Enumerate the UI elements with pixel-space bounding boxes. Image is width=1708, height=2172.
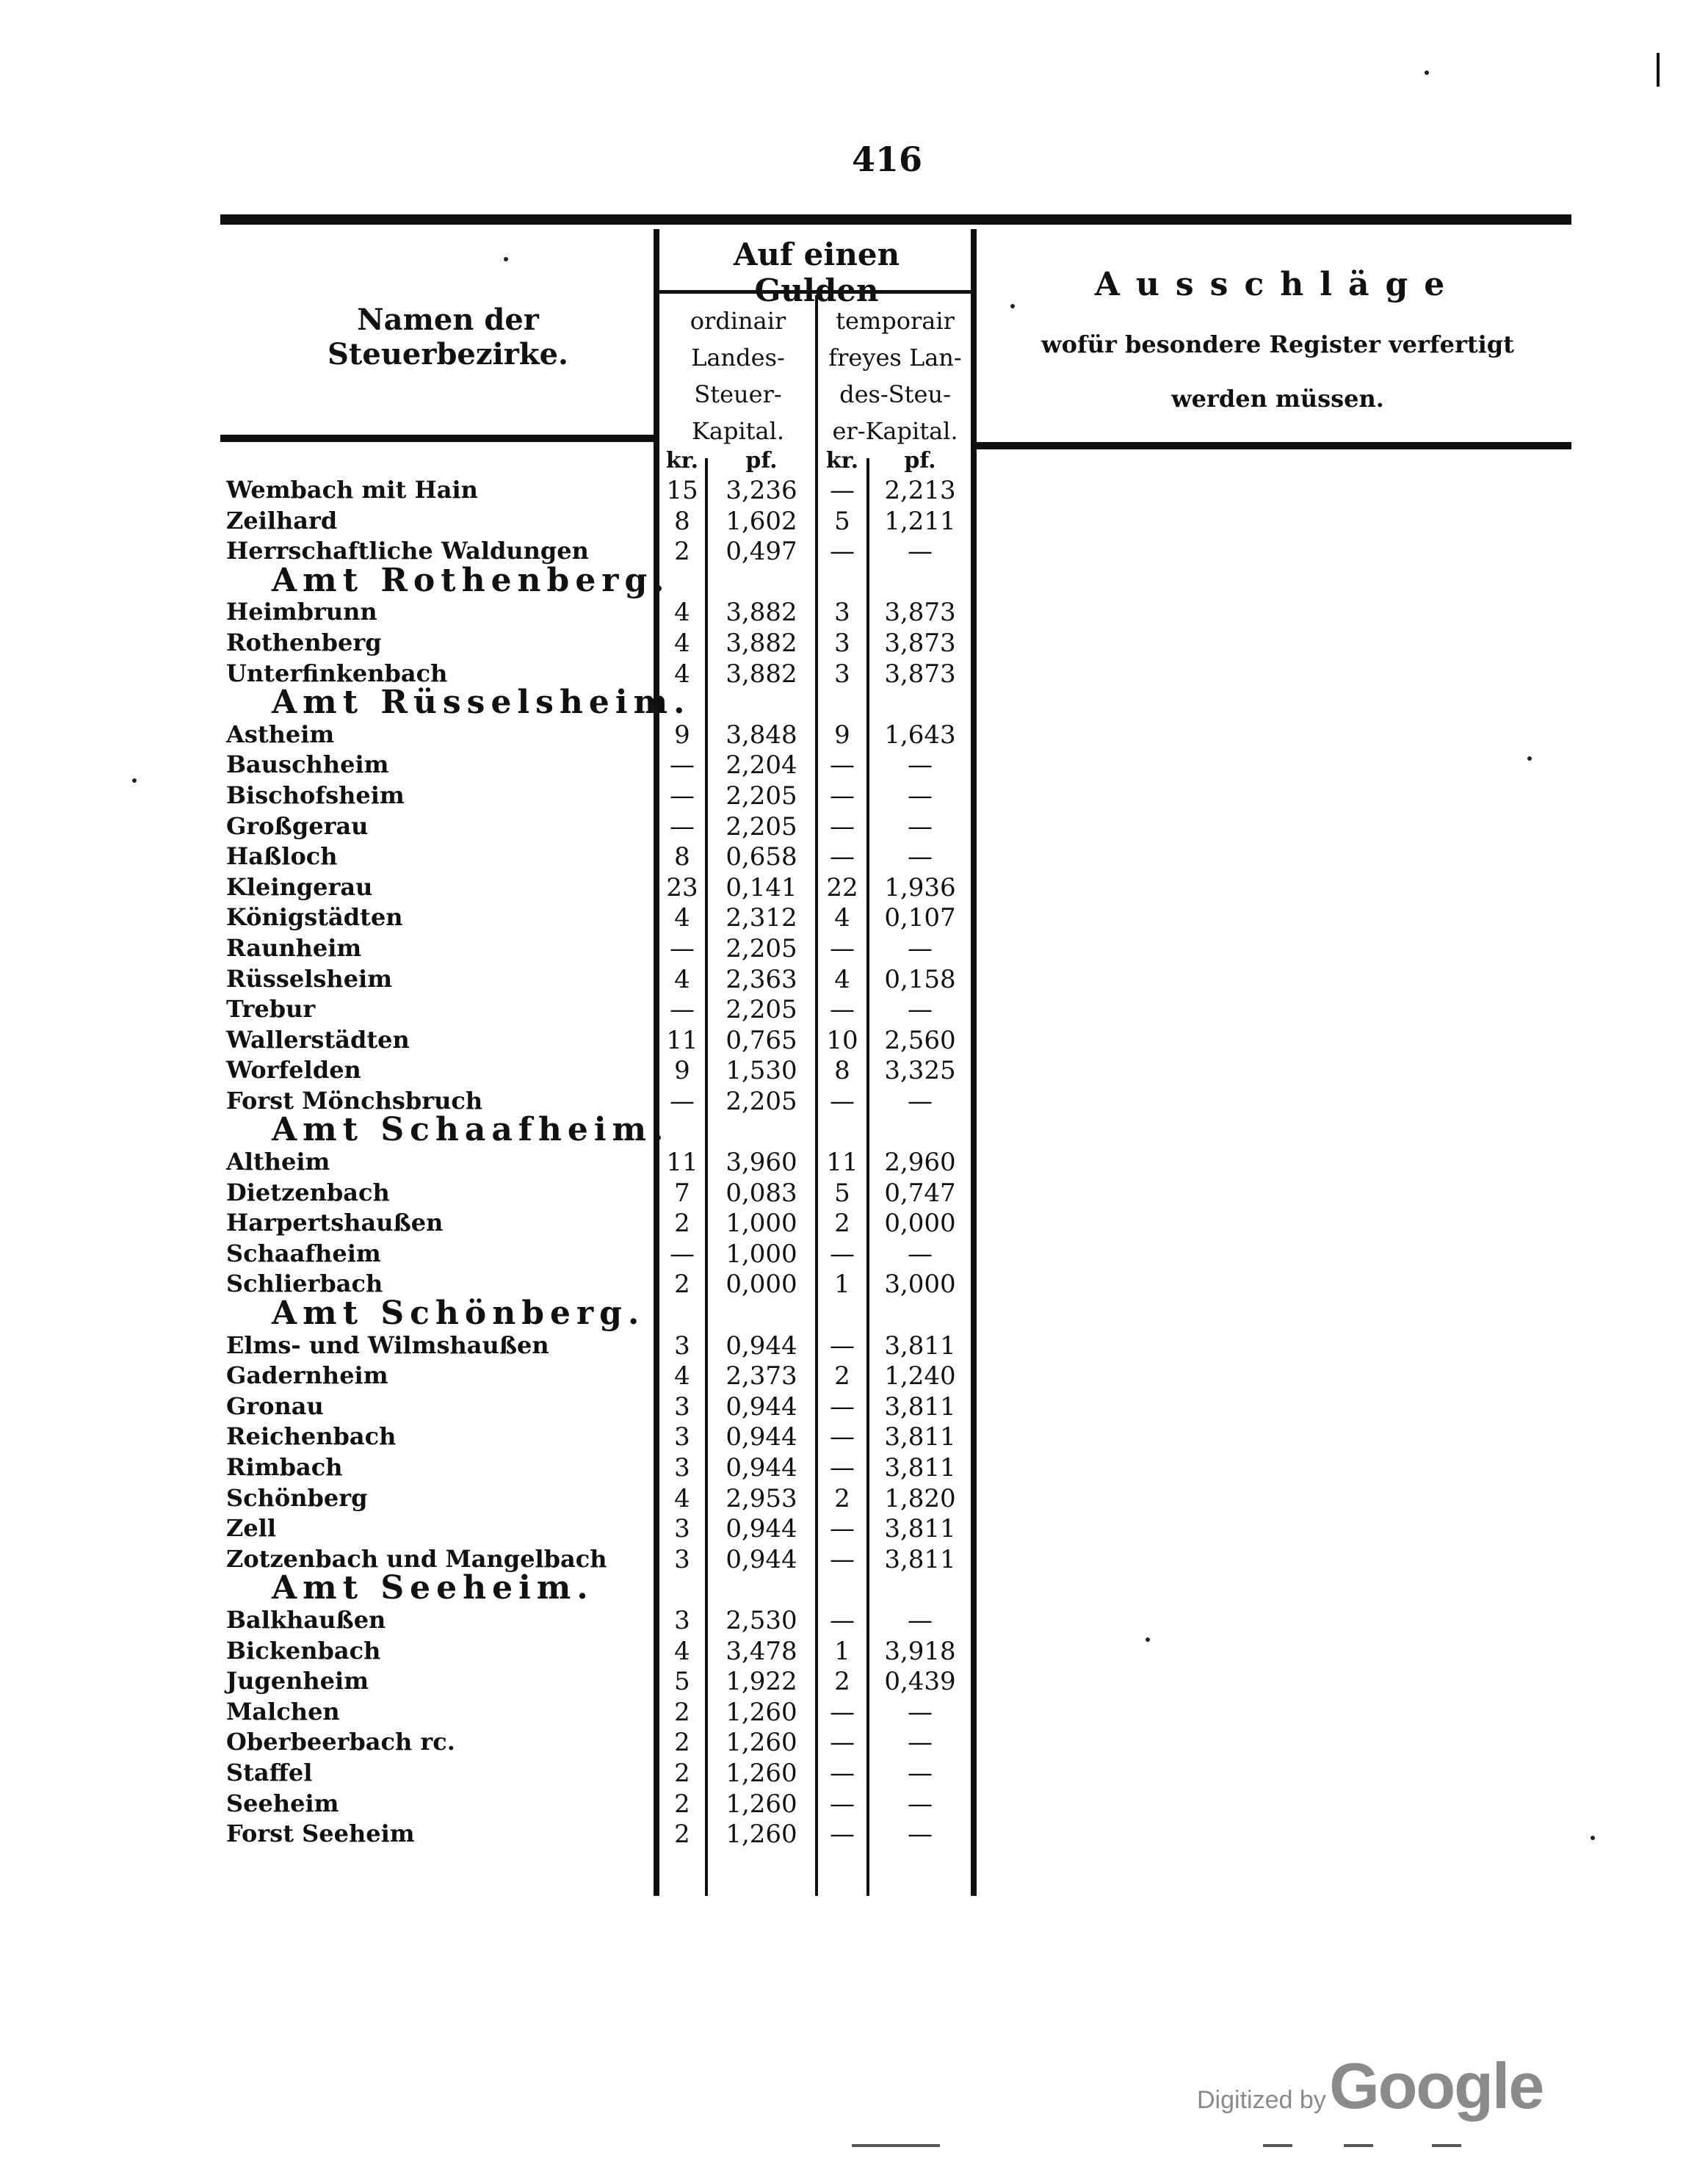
table-row: [220, 1483, 977, 1513]
table-row: [220, 1360, 977, 1391]
ordinary-kreuzer-cell: 2: [674, 1697, 690, 1727]
temporary-kreuzer-cell: —: [830, 811, 855, 841]
temporary-kreuzer-cell: 8: [834, 1056, 850, 1086]
ordinary-kreuzer-cell: 2: [674, 1758, 690, 1788]
temporary-kreuzer-cell: —: [830, 781, 855, 811]
gulden-group-header: Auf einen Gulden: [733, 236, 900, 308]
temporary-kreuzer-cell: 3: [834, 598, 850, 628]
temporary-pfennig-cell: —: [908, 1605, 933, 1635]
temporary-kreuzer-cell: —: [830, 995, 855, 1025]
district-group-heading: [220, 1111, 977, 1149]
table-row: [220, 1635, 977, 1666]
header-line: wofür besondere Register verfertigt: [1041, 330, 1514, 358]
district-name: Staffel: [226, 1758, 313, 1787]
ordinary-kreuzer-cell: 5: [674, 1667, 690, 1697]
table-row: [220, 1391, 977, 1422]
ordinary-pfennig-cell: 3,882: [725, 598, 797, 628]
table-row: [220, 1024, 977, 1055]
ordinary-kreuzer-cell: 3: [674, 1514, 690, 1544]
header-line: des-Steu-: [839, 380, 951, 408]
names-column-header: Namen der Steuerbezirke.: [328, 303, 568, 372]
top-rule: [220, 214, 1571, 225]
speck: [132, 778, 137, 783]
ordinary-kreuzer-cell: 4: [674, 903, 690, 933]
header-line: freyes Lan-: [828, 344, 962, 372]
ordinary-pfennig-cell: 1,260: [725, 1820, 797, 1850]
ordinary-pfennig-cell: 2,204: [725, 750, 797, 781]
ordinary-pfennig-cell: 3,882: [725, 659, 797, 689]
table-row: [220, 596, 977, 627]
temporary-pfennig-cell: —: [908, 995, 933, 1025]
district-name: Oberbeerbach rc.: [226, 1728, 455, 1756]
district-name: Harpertshaußen: [226, 1209, 444, 1237]
table-row: [220, 627, 977, 658]
ordinary-pfennig-cell: 3,478: [725, 1636, 797, 1666]
ordinary-pfennig-cell: 0,658: [725, 842, 797, 872]
district-name: Trebur: [226, 995, 316, 1024]
district-name: Astheim: [226, 720, 335, 748]
table-row: [220, 1177, 977, 1208]
table-row: [220, 1452, 977, 1483]
ordinary-kreuzer-cell: 4: [674, 1636, 690, 1666]
ordinary-kreuzer-cell: 15: [666, 476, 698, 505]
ordinary-pfennig-cell: 2,205: [725, 933, 797, 963]
ordinary-kreuzer-cell: 8: [674, 506, 690, 536]
ordinary-pfennig-cell: 2,205: [725, 811, 797, 841]
temporary-kreuzer-cell: —: [830, 1728, 855, 1758]
temporary-pfennig-cell: —: [908, 1086, 933, 1116]
temporary-kreuzer-cell: 2: [834, 1483, 850, 1513]
temporary-pfennig-cell: 3,811: [884, 1514, 956, 1544]
ordinary-kreuzer-cell: 4: [674, 1361, 690, 1391]
ordinary-kreuzer-cell: 2: [674, 1789, 690, 1819]
temporary-kreuzer-cell: 10: [826, 1025, 858, 1055]
district-group-heading: [220, 1295, 977, 1333]
district-name: Heimbrunn: [226, 598, 377, 626]
unit-kr-temporary: kr.: [825, 448, 859, 474]
ordinary-kreuzer-cell: 3: [674, 1605, 690, 1635]
temporary-kreuzer-cell: 11: [826, 1148, 858, 1178]
temporary-kreuzer-cell: 3: [834, 628, 850, 658]
amt-name: Amt Schönberg.: [272, 1295, 645, 1333]
temporary-kreuzer-cell: —: [830, 1758, 855, 1788]
district-name: Schönberg: [226, 1483, 368, 1512]
district-name: Bickenbach: [226, 1636, 381, 1665]
table-row: [220, 1788, 977, 1819]
temporary-kreuzer-cell: —: [830, 1789, 855, 1819]
ordinary-kreuzer-cell: —: [670, 811, 695, 841]
ordinary-kreuzer-cell: 7: [674, 1178, 690, 1208]
footer-rule: [1432, 2144, 1461, 2147]
temporary-pfennig-cell: —: [908, 1239, 933, 1269]
table-row: [220, 1726, 977, 1757]
temporary-pfennig-cell: 0,439: [884, 1667, 956, 1697]
ordinary-kreuzer-cell: —: [670, 1086, 695, 1116]
temporary-kreuzer-cell: 5: [834, 506, 850, 536]
district-name: Rothenberg: [226, 628, 382, 656]
temporary-kreuzer-cell: 4: [834, 903, 850, 933]
ordinary-kreuzer-cell: 9: [674, 1056, 690, 1086]
district-name: Gadernheim: [226, 1361, 388, 1390]
table-row: [220, 1421, 977, 1452]
table-row: [220, 1757, 977, 1788]
remarks-header: Ausschläge: [1094, 266, 1461, 303]
ordinary-kreuzer-cell: 3: [674, 1453, 690, 1483]
temporary-kreuzer-cell: 2: [834, 1361, 850, 1391]
ordinary-kreuzer-cell: 4: [674, 1483, 690, 1513]
temporary-kreuzer-cell: 1: [834, 1636, 850, 1666]
ordinary-kreuzer-cell: 4: [674, 659, 690, 689]
temporary-pfennig-cell: —: [908, 1728, 933, 1758]
ordinary-kreuzer-cell: —: [670, 750, 695, 781]
ordinary-pfennig-cell: 1,260: [725, 1728, 797, 1758]
district-name: Wallerstädten: [226, 1025, 410, 1054]
ordinary-kreuzer-cell: 11: [666, 1025, 698, 1055]
temporary-kreuzer-cell: 4: [834, 964, 850, 994]
temporary-kreuzer-cell: 3: [834, 659, 850, 689]
temporary-pfennig-cell: 3,000: [884, 1270, 956, 1300]
watermark-prefix: Digitized by: [1197, 2086, 1326, 2114]
ordinary-pfennig-cell: 0,944: [725, 1453, 797, 1483]
ordinary-pfennig-cell: 0,000: [725, 1270, 797, 1300]
ordinary-pfennig-cell: 3,236: [725, 476, 797, 505]
district-name: Worfelden: [226, 1056, 361, 1085]
ordinary-capital-header: [661, 303, 815, 449]
header-line: temporair: [836, 307, 955, 335]
table-row: [220, 749, 977, 780]
temporary-kreuzer-cell: —: [830, 1239, 855, 1269]
temporary-pfennig-cell: 0,107: [884, 903, 956, 933]
ordinary-pfennig-cell: 2,530: [725, 1605, 797, 1635]
ordinary-pfennig-cell: 1,260: [725, 1758, 797, 1788]
unit-pf-ordinary: pf.: [745, 448, 778, 474]
table-row: [220, 963, 977, 994]
temporary-kreuzer-cell: —: [830, 1391, 855, 1422]
ordinary-pfennig-cell: 0,944: [725, 1422, 797, 1452]
ordinary-kreuzer-cell: 2: [674, 537, 690, 567]
table-row: [220, 841, 977, 872]
ordinary-pfennig-cell: 1,000: [725, 1209, 797, 1239]
temporary-kreuzer-cell: —: [830, 1820, 855, 1850]
ordinary-kreuzer-cell: —: [670, 995, 695, 1025]
table-row: [220, 933, 977, 963]
temporary-kreuzer-cell: —: [830, 1086, 855, 1116]
temporary-kreuzer-cell: —: [830, 933, 855, 963]
table-row: [220, 1207, 977, 1238]
temporary-pfennig-cell: 2,560: [884, 1025, 956, 1055]
ordinary-kreuzer-cell: 2: [674, 1728, 690, 1758]
footer-rule: [1344, 2144, 1373, 2147]
speck: [1591, 1836, 1595, 1840]
ordinary-kreuzer-cell: 3: [674, 1331, 690, 1361]
header-rule-right: [977, 442, 1571, 449]
ordinary-pfennig-cell: 2,953: [725, 1483, 797, 1513]
district-name: Zell: [226, 1514, 277, 1543]
table-row: [220, 1238, 977, 1269]
temporary-kreuzer-cell: —: [830, 537, 855, 567]
temporary-kreuzer-cell: —: [830, 1422, 855, 1452]
table-row: [220, 1696, 977, 1727]
temporary-kreuzer-cell: —: [830, 1453, 855, 1483]
ordinary-pfennig-cell: 1,602: [725, 506, 797, 536]
unit-kr-ordinary: kr.: [665, 448, 699, 474]
ordinary-pfennig-cell: 0,944: [725, 1514, 797, 1544]
district-name: Schaafheim: [226, 1239, 381, 1267]
temporary-pfennig-cell: —: [908, 750, 933, 781]
temporary-kreuzer-cell: 2: [834, 1209, 850, 1239]
district-name: Jugenheim: [226, 1667, 369, 1695]
ordinary-pfennig-cell: 1,000: [725, 1239, 797, 1269]
temporary-pfennig-cell: 3,918: [884, 1636, 956, 1666]
ordinary-pfennig-cell: 2,205: [725, 781, 797, 811]
header-line: ordinair: [690, 307, 786, 335]
district-name: Rüsselsheim: [226, 964, 393, 993]
district-group-heading: [220, 1569, 977, 1607]
district-name: Seeheim: [226, 1789, 339, 1817]
ordinary-kreuzer-cell: 23: [666, 872, 698, 902]
temporary-pfennig-cell: 3,811: [884, 1422, 956, 1452]
amt-name: Amt Schaafheim.: [272, 1111, 670, 1149]
speck: [1425, 70, 1429, 75]
footer-rule: [852, 2144, 940, 2147]
district-name: Forst Seeheim: [226, 1820, 415, 1848]
ordinary-pfennig-cell: 3,848: [725, 720, 797, 750]
temporary-pfennig-cell: —: [908, 1697, 933, 1727]
temporary-pfennig-cell: 3,873: [884, 598, 956, 628]
ordinary-pfennig-cell: 1,922: [725, 1667, 797, 1697]
temporary-pfennig-cell: 3,873: [884, 628, 956, 658]
temporary-pfennig-cell: 3,811: [884, 1331, 956, 1361]
ordinary-kreuzer-cell: —: [670, 933, 695, 963]
district-name: Reichenbach: [226, 1422, 397, 1451]
temporary-pfennig-cell: 3,811: [884, 1544, 956, 1574]
temporary-pfennig-cell: —: [908, 933, 933, 963]
temporary-pfennig-cell: 3,873: [884, 659, 956, 689]
district-group-heading: [220, 684, 977, 722]
ordinary-pfennig-cell: 0,944: [725, 1391, 797, 1422]
margin-mark: [1657, 53, 1660, 87]
temporary-pfennig-cell: 2,960: [884, 1148, 956, 1178]
district-name: Dietzenbach: [226, 1178, 390, 1206]
table-row: [220, 811, 977, 841]
ordinary-kreuzer-cell: 2: [674, 1270, 690, 1300]
temporary-kreuzer-cell: —: [830, 476, 855, 505]
speck: [1146, 1637, 1150, 1642]
header-line: er-Kapital.: [832, 417, 958, 445]
table-row: [220, 1146, 977, 1177]
district-name: Kleingerau: [226, 872, 373, 901]
temporary-pfennig-cell: 1,211: [884, 506, 956, 536]
district-name: Zeilhard: [226, 506, 338, 535]
ordinary-pfennig-cell: 2,205: [725, 1086, 797, 1116]
table-row: [220, 1513, 977, 1543]
ordinary-kreuzer-cell: 4: [674, 964, 690, 994]
ordinary-pfennig-cell: 0,765: [725, 1025, 797, 1055]
ordinary-kreuzer-cell: 2: [674, 1820, 690, 1850]
ordinary-pfennig-cell: 2,312: [725, 903, 797, 933]
district-name: Forst Mönchsbruch: [226, 1086, 483, 1115]
ordinary-pfennig-cell: 1,260: [725, 1789, 797, 1819]
table-row: [220, 474, 977, 505]
ordinary-kreuzer-cell: 4: [674, 628, 690, 658]
table-row: [220, 1818, 977, 1849]
district-name: Bischofsheim: [226, 781, 405, 809]
ordinary-pfennig-cell: 2,373: [725, 1361, 797, 1391]
ordinary-pfennig-cell: 1,260: [725, 1697, 797, 1727]
temporary-pfennig-cell: —: [908, 1820, 933, 1850]
header-line: Steuer-: [694, 380, 782, 408]
ordinary-kreuzer-cell: 3: [674, 1391, 690, 1422]
header-line: werden müssen.: [1171, 385, 1384, 413]
district-name: Bauschheim: [226, 750, 389, 779]
ordinary-pfennig-cell: 3,960: [725, 1148, 797, 1178]
temporary-kreuzer-cell: 9: [834, 720, 850, 750]
speck: [1010, 304, 1015, 308]
ordinary-kreuzer-cell: 9: [674, 720, 690, 750]
ordinary-pfennig-cell: 0,497: [725, 537, 797, 567]
header-line: Landes-: [691, 344, 785, 372]
district-name: Zotzenbach und Mangelbach: [226, 1544, 607, 1573]
temporary-kreuzer-cell: —: [830, 1605, 855, 1635]
temporary-kreuzer-cell: —: [830, 1514, 855, 1544]
table-row: [220, 1054, 977, 1085]
temporary-kreuzer-cell: —: [830, 1697, 855, 1727]
header-rule-left: [220, 435, 654, 442]
district-name: Großgerau: [226, 811, 369, 840]
temporary-pfennig-cell: 1,936: [884, 872, 956, 902]
temporary-pfennig-cell: —: [908, 1789, 933, 1819]
ordinary-kreuzer-cell: 3: [674, 1422, 690, 1452]
ordinary-pfennig-cell: 0,944: [725, 1544, 797, 1574]
page-number: 416: [852, 140, 923, 179]
amt-name: Amt Seeheim.: [272, 1569, 594, 1607]
ordinary-pfennig-cell: 3,882: [725, 628, 797, 658]
district-group-heading: [220, 561, 977, 599]
ordinary-kreuzer-cell: —: [670, 1239, 695, 1269]
district-name: Herrschaftliche Waldungen: [226, 537, 589, 565]
table-row: [220, 1330, 977, 1361]
district-name: Malchen: [226, 1697, 340, 1726]
temporary-pfennig-cell: 1,820: [884, 1483, 956, 1513]
table-row: [220, 1665, 977, 1696]
table-row: [220, 902, 977, 933]
temporary-pfennig-cell: 1,643: [884, 720, 956, 750]
ordinary-pfennig-cell: 0,944: [725, 1331, 797, 1361]
temporary-kreuzer-cell: —: [830, 750, 855, 781]
digitized-watermark: [1197, 2049, 1543, 2124]
ordinary-pfennig-cell: 2,363: [725, 964, 797, 994]
temporary-pfennig-cell: 1,240: [884, 1361, 956, 1391]
ordinary-kreuzer-cell: 2: [674, 1209, 690, 1239]
temporary-pfennig-cell: 3,811: [884, 1453, 956, 1483]
ordinary-pfennig-cell: 0,083: [725, 1178, 797, 1208]
district-name: Gronau: [226, 1391, 324, 1420]
district-name: Elms- und Wilmshaußen: [226, 1331, 549, 1359]
ordinary-pfennig-cell: 2,205: [725, 995, 797, 1025]
temporary-pfennig-cell: 3,325: [884, 1056, 956, 1086]
temporary-kreuzer-cell: —: [830, 1331, 855, 1361]
table-body: [220, 474, 977, 1849]
ordinary-kreuzer-cell: —: [670, 781, 695, 811]
remarks-subheader: [984, 317, 1571, 426]
temporary-kreuzer-cell: 1: [834, 1270, 850, 1300]
district-name: Raunheim: [226, 933, 362, 962]
unit-pf-temporary: pf.: [904, 448, 936, 474]
temporary-pfennig-cell: 2,213: [884, 476, 956, 505]
temporary-capital-header: [818, 303, 972, 449]
ordinary-pfennig-cell: 1,530: [725, 1056, 797, 1086]
temporary-pfennig-cell: —: [908, 842, 933, 872]
footer-rule: [1263, 2144, 1292, 2147]
ordinary-kreuzer-cell: 3: [674, 1544, 690, 1574]
ordinary-pfennig-cell: 0,141: [725, 872, 797, 902]
tax-district-table: [220, 214, 1571, 1889]
temporary-kreuzer-cell: 22: [826, 872, 858, 902]
temporary-pfennig-cell: 3,811: [884, 1391, 956, 1422]
district-name: Unterfinkenbach: [226, 659, 448, 687]
ordinary-kreuzer-cell: 4: [674, 598, 690, 628]
temporary-kreuzer-cell: 2: [834, 1667, 850, 1697]
speck: [1527, 756, 1532, 761]
district-name: Altheim: [226, 1148, 330, 1176]
table-row: [220, 1604, 977, 1635]
district-name: Wembach mit Hain: [226, 476, 478, 504]
temporary-kreuzer-cell: —: [830, 1544, 855, 1574]
table-row: [220, 505, 977, 536]
temporary-pfennig-cell: 0,747: [884, 1178, 956, 1208]
district-name: Schlierbach: [226, 1270, 383, 1298]
temporary-kreuzer-cell: 5: [834, 1178, 850, 1208]
district-name: Balkhaußen: [226, 1605, 386, 1634]
temporary-pfennig-cell: —: [908, 537, 933, 567]
district-name: Königstädten: [226, 903, 403, 932]
district-name: Rimbach: [226, 1453, 343, 1481]
speck: [504, 257, 508, 261]
table-row: [220, 872, 977, 902]
table-row: [220, 780, 977, 811]
ordinary-kreuzer-cell: 11: [666, 1148, 698, 1178]
temporary-pfennig-cell: —: [908, 1758, 933, 1788]
temporary-kreuzer-cell: —: [830, 842, 855, 872]
ordinary-kreuzer-cell: 8: [674, 842, 690, 872]
temporary-pfennig-cell: 0,158: [884, 964, 956, 994]
temporary-pfennig-cell: —: [908, 811, 933, 841]
temporary-pfennig-cell: —: [908, 781, 933, 811]
amt-name: Amt Rüsselsheim.: [272, 684, 691, 722]
header-line: Kapital.: [691, 417, 785, 445]
amt-name: Amt Rothenberg.: [272, 561, 670, 599]
temporary-pfennig-cell: 0,000: [884, 1209, 956, 1239]
table-row: [220, 719, 977, 750]
district-name: Haßloch: [226, 842, 338, 871]
table-row: [220, 993, 977, 1024]
watermark-brand: Google: [1329, 2049, 1544, 2122]
